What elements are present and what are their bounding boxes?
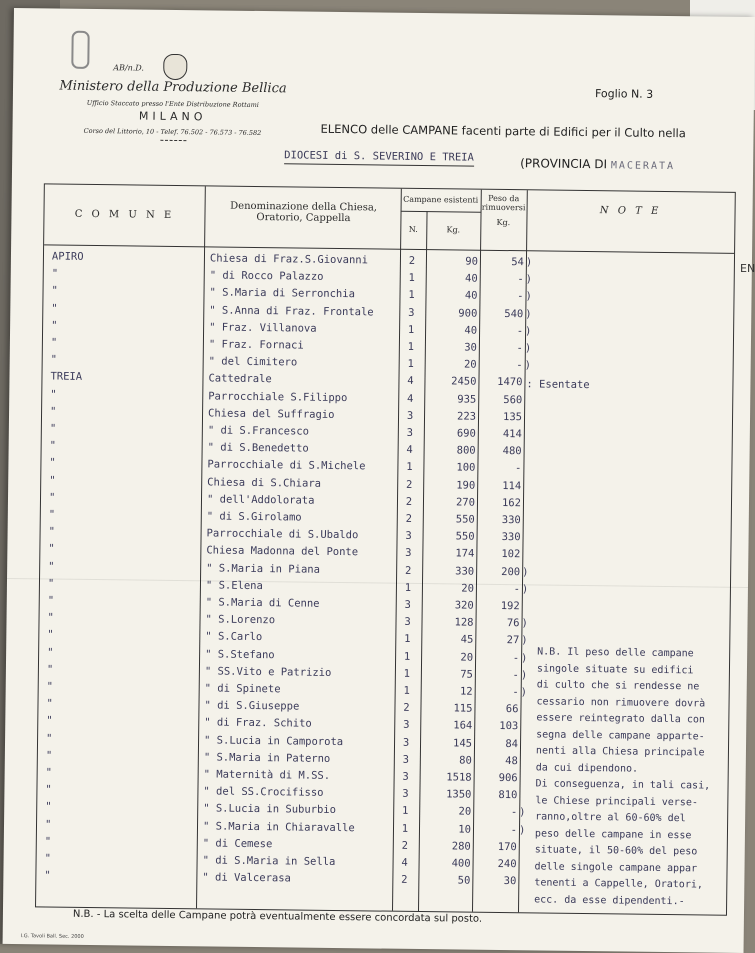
document-title: ELENCO delle CAMPANE facenti parte di Edifici per il Culto nella xyxy=(320,121,686,141)
cell-comune: " xyxy=(51,267,59,280)
cell-peso: - xyxy=(512,651,520,664)
cell-comune: " xyxy=(44,869,51,882)
header-note: N O T E xyxy=(599,205,662,217)
cell-kg: 550 xyxy=(455,513,475,526)
cell-peso: 200 xyxy=(501,565,521,578)
cell-chiesa: " di S.Maria in Sella xyxy=(202,854,336,868)
cell-brace: ) xyxy=(521,634,528,647)
cell-comune: " xyxy=(46,663,54,676)
cell-number: 1 xyxy=(407,358,414,371)
cell-kg: 12 xyxy=(459,685,473,698)
cell-brace: ) xyxy=(525,307,532,320)
cell-peso: 84 xyxy=(505,737,519,750)
cell-number: 1 xyxy=(408,289,415,302)
cell-number: 1 xyxy=(404,581,412,594)
cell-brace: ) xyxy=(522,565,529,578)
cell-chiesa: " SS.Vito e Patrizio xyxy=(204,665,332,679)
note-line: di culto che si rendesse ne xyxy=(536,679,700,693)
cell-comune: " xyxy=(47,577,55,590)
note-line: le Chiese principali verse- xyxy=(535,794,698,808)
cell-chiesa: " di S.Girolamo xyxy=(206,510,302,524)
cell-peso: - xyxy=(517,273,524,286)
cell-kg: 40 xyxy=(464,289,478,303)
cell-kg: 330 xyxy=(455,565,475,578)
cell-comune: " xyxy=(44,852,52,865)
cell-comune: " xyxy=(47,628,54,641)
letterhead-ministry: Ministero della Produzione Bellica xyxy=(59,78,287,97)
note-line: situate, il 50-60% del peso xyxy=(534,844,698,858)
cell-kg: 145 xyxy=(453,737,473,750)
cell-kg: 20 xyxy=(463,358,477,371)
cell-kg: 75 xyxy=(460,668,473,681)
cell-comune: APIRO xyxy=(51,250,84,263)
cell-chiesa: " di S.Giuseppe xyxy=(204,699,300,713)
note-line: tenenti a Cappelle, Oratori, xyxy=(534,877,703,891)
cell-comune: " xyxy=(47,646,54,659)
cell-chiesa: " S.Maria di Serronchia xyxy=(209,286,356,301)
cell-peso: - xyxy=(510,823,518,836)
cell-comune: " xyxy=(48,491,56,504)
cell-peso: 76 xyxy=(506,617,520,630)
cell-chiesa: " Fraz. Villanova xyxy=(209,321,317,335)
cell-comune: " xyxy=(51,284,58,297)
cell-brace: ) xyxy=(520,669,528,682)
cell-comune: " xyxy=(46,714,53,727)
cell-chiesa: " S.Maria di Cenne xyxy=(205,596,320,610)
cell-comune: " xyxy=(46,697,53,710)
cell-chiesa: " S.Maria in Paterno xyxy=(203,751,331,765)
emblem-icon xyxy=(163,54,187,80)
cell-chiesa: Cattedrale xyxy=(208,372,272,386)
cell-brace: ) xyxy=(521,617,528,630)
cell-comune: " xyxy=(46,732,53,745)
cell-chiesa: " di Cemese xyxy=(202,837,273,851)
note-line: da cui dipendono. xyxy=(535,761,639,775)
header-subdivider xyxy=(401,211,481,213)
cell-kg: 800 xyxy=(456,444,476,457)
cell-comune: " xyxy=(45,749,53,762)
cell-chiesa: Chiesa di S.Chiara xyxy=(207,475,322,490)
cell-chiesa: " S.Elena xyxy=(205,579,263,592)
cell-comune: " xyxy=(51,302,58,315)
note-line: nenti alla Chiesa principale xyxy=(535,745,705,759)
cell-brace: ) xyxy=(520,686,528,699)
note-line: segna delle campane apparte- xyxy=(536,728,705,742)
cell-chiesa: Parrocchiale di S.Michele xyxy=(207,458,366,473)
cell-number: 3 xyxy=(405,547,412,560)
cell-number: 1 xyxy=(403,650,411,663)
letterhead-subtitle: Ufficio Staccato presso l'Ente Distribuzione Rottami xyxy=(86,98,259,109)
cell-number: 3 xyxy=(402,770,409,783)
cell-kg: 190 xyxy=(456,479,476,492)
cell-kg: 90 xyxy=(465,255,479,268)
note-nb-block xyxy=(534,644,727,910)
cell-number: 3 xyxy=(402,787,409,801)
cell-chiesa: " di S.Benedetto xyxy=(207,441,309,455)
cell-number: 2 xyxy=(401,873,408,887)
cell-peso: - xyxy=(516,342,523,355)
cell-chiesa: " del Cimitero xyxy=(208,355,298,369)
header-chiesa: Denominazione della Chiesa, Oratorio, Cappella xyxy=(230,200,378,225)
cell-number: 2 xyxy=(405,495,413,508)
cell-kg: 100 xyxy=(456,461,476,475)
cell-chiesa: " S.Maria in Piana xyxy=(206,561,321,576)
cell-comune: " xyxy=(44,835,52,848)
cell-brace: ) xyxy=(521,651,528,664)
cell-number: 4 xyxy=(406,444,413,457)
footnote: N.B. - La scelta delle Campane potrà eventualmente essere concordata sul posto. xyxy=(72,908,483,925)
header-n: N. xyxy=(408,224,418,234)
cell-number: 3 xyxy=(408,306,415,319)
cell-kg: 1350 xyxy=(446,788,472,801)
note-line: singole situate su edifici xyxy=(536,662,694,676)
note-line: cessario non rimuovere dovrà xyxy=(536,695,706,709)
cell-peso: 540 xyxy=(504,307,524,320)
cell-comune: " xyxy=(48,508,56,521)
cell-comune: " xyxy=(51,319,58,332)
cell-chiesa: Chiesa di Fraz.S.Giovanni xyxy=(209,252,369,267)
cell-kg: 280 xyxy=(451,840,471,853)
cell-chiesa: " S.Lorenzo xyxy=(205,613,276,627)
cell-peso: - xyxy=(510,806,518,819)
cell-chiesa: " S.Carlo xyxy=(205,630,263,644)
cell-peso: 330 xyxy=(501,531,521,544)
cell-peso: 240 xyxy=(497,857,517,871)
sheet-number: Foglio N. 3 xyxy=(594,87,654,101)
cell-chiesa: " di S.Francesco xyxy=(207,424,310,438)
header-kg: Kg. xyxy=(446,225,461,235)
cell-kg: 164 xyxy=(453,719,473,733)
cell-peso: 810 xyxy=(498,789,518,802)
header-peso-kg: Kg. xyxy=(496,217,511,228)
cell-brace: ) xyxy=(525,256,533,269)
cell-kg: 20 xyxy=(458,805,472,819)
cell-chiesa: Parrocchiale S.Filippo xyxy=(208,389,348,404)
cell-peso: - xyxy=(515,462,522,475)
cell-peso: 192 xyxy=(500,599,520,613)
document-sheet xyxy=(3,8,755,953)
cell-kg: 20 xyxy=(460,651,474,664)
header-peso: Peso da rimuoversi xyxy=(481,193,526,213)
cell-brace: ) xyxy=(521,583,529,596)
cell-number: 3 xyxy=(402,736,410,749)
cell-kg: 80 xyxy=(459,754,472,767)
cell-peso: 54 xyxy=(511,256,525,269)
cell-kg: 935 xyxy=(457,393,477,406)
cell-peso: 1470 xyxy=(497,376,523,389)
cell-number: 1 xyxy=(403,667,411,680)
cell-chiesa: " di Spinete xyxy=(204,682,281,696)
letterhead-address: Corso del Littorio, 10 - Telef. 76.502 - 76.573 - 76.582 xyxy=(83,126,262,138)
cell-peso: 135 xyxy=(503,410,523,424)
cell-number: 1 xyxy=(404,633,411,646)
cell-chiesa: " dell'Addolorata xyxy=(206,493,315,507)
cell-number: 2 xyxy=(403,701,410,715)
cell-comune: " xyxy=(47,611,54,624)
cell-peso: - xyxy=(516,359,523,372)
cell-comune: " xyxy=(49,474,56,487)
cell-kg: 1518 xyxy=(446,771,472,784)
cell-comune: " xyxy=(48,525,56,538)
cell-peso: 102 xyxy=(501,548,521,561)
cell-peso: - xyxy=(516,324,524,338)
province-label: (PROVINCIA DI xyxy=(520,156,608,172)
letterhead-code: AB/n.D. xyxy=(113,63,145,73)
cell-number: 4 xyxy=(407,392,414,405)
province-line xyxy=(520,156,675,172)
cell-comune: " xyxy=(50,388,57,401)
cell-brace: ) xyxy=(524,342,532,355)
cell-comune: " xyxy=(45,766,53,779)
cell-peso: - xyxy=(517,290,524,303)
edge-mark: EN xyxy=(740,262,755,275)
bells-table xyxy=(35,183,736,915)
cell-peso: 103 xyxy=(499,720,519,733)
cell-comune: " xyxy=(45,783,52,796)
cell-peso: 414 xyxy=(502,428,522,441)
cell-comune: TREIA xyxy=(50,370,83,384)
cell-peso: 48 xyxy=(505,754,518,768)
cell-peso: 30 xyxy=(503,875,517,888)
cell-comune: " xyxy=(45,800,52,813)
cell-kg: 900 xyxy=(458,307,478,320)
cell-kg: 20 xyxy=(461,582,475,595)
cell-comune: " xyxy=(50,405,57,418)
paperclip-icon xyxy=(71,31,89,69)
cell-kg: 550 xyxy=(455,530,475,543)
cell-peso: 114 xyxy=(502,479,522,492)
cell-number: 2 xyxy=(405,478,413,491)
cell-chiesa: " Maternità di M.SS. xyxy=(203,768,331,782)
letterhead-city: MILANO xyxy=(138,109,207,124)
cell-chiesa: " di Valcerasa xyxy=(202,871,291,885)
cell-brace: ) xyxy=(518,823,526,836)
cell-kg: 40 xyxy=(464,272,478,285)
cell-comune: " xyxy=(50,336,58,349)
cell-peso: - xyxy=(512,686,519,699)
cell-chiesa: Chiesa del Suffragio xyxy=(207,407,335,421)
cell-number: 3 xyxy=(404,598,411,611)
cell-kg: 400 xyxy=(451,857,471,870)
cell-number: 1 xyxy=(401,805,409,818)
cell-kg: 174 xyxy=(455,547,475,561)
cell-chiesa: Chiesa Madonna del Ponte xyxy=(206,544,359,559)
cell-number: 3 xyxy=(405,530,412,543)
cell-comune: " xyxy=(49,456,56,469)
cell-number: 1 xyxy=(407,323,415,336)
cell-kg: 45 xyxy=(460,633,474,647)
cell-kg: 320 xyxy=(454,599,474,612)
cell-comune: " xyxy=(48,560,55,573)
note-line: ranno,oltre al 60-60% del xyxy=(535,811,686,825)
cell-number: 2 xyxy=(405,512,413,525)
cell-comune: " xyxy=(49,422,57,435)
cell-peso: - xyxy=(513,582,521,596)
province-typed: MACERATA xyxy=(610,160,676,173)
cell-number: 4 xyxy=(401,856,408,869)
cell-number: 3 xyxy=(403,719,410,732)
cell-chiesa: " di Fraz. Schito xyxy=(204,716,312,731)
cell-brace: ) xyxy=(525,290,532,303)
cell-chiesa: " S.Stefano xyxy=(205,647,275,661)
note-line: Di conseguenza, in tali casi, xyxy=(535,778,711,792)
cell-peso: 66 xyxy=(505,703,519,716)
cell-comune: " xyxy=(44,818,52,831)
cell-peso: 480 xyxy=(502,445,522,458)
cell-chiesa: " Fraz. Fornaci xyxy=(208,338,304,352)
cell-peso: 170 xyxy=(497,840,517,854)
letterhead-rule xyxy=(160,140,186,141)
note-line: peso delle campane in esse xyxy=(534,827,692,841)
cell-number: 2 xyxy=(401,839,409,852)
cell-brace: ) xyxy=(525,273,533,286)
cell-number: 4 xyxy=(407,375,414,388)
cell-kg: 128 xyxy=(454,616,474,629)
cell-chiesa: Parrocchiale di S.Ubaldo xyxy=(206,527,359,542)
cell-peso: 330 xyxy=(501,513,521,527)
cell-kg: 115 xyxy=(453,702,473,715)
printer-mark: I.G. Tavoli Ball. Sec. 2000 xyxy=(20,933,84,940)
cell-kg: 10 xyxy=(458,823,472,836)
cell-number: 1 xyxy=(407,340,415,353)
cell-chiesa: " S.Anna di Fraz. Frontale xyxy=(209,304,374,319)
cell-comune: " xyxy=(49,439,57,452)
note-line: ecc. da esse dipendenti.- xyxy=(534,893,685,907)
cell-peso: 162 xyxy=(501,496,522,510)
cell-number: 1 xyxy=(403,684,410,697)
cell-chiesa: " di Rocco Palazzo xyxy=(209,269,324,283)
cell-number: 3 xyxy=(406,426,414,439)
note-line: delle singole campane appar xyxy=(534,860,698,874)
cell-comune: " xyxy=(47,594,55,607)
cell-kg: 690 xyxy=(456,427,476,440)
cell-kg: 40 xyxy=(464,324,478,337)
cell-number: 2 xyxy=(408,254,416,267)
cell-brace: ) xyxy=(519,806,526,819)
cell-chiesa: " S.Lucia in Camporota xyxy=(203,733,344,748)
cell-number: 3 xyxy=(406,409,414,422)
cell-kg: 2450 xyxy=(451,375,477,389)
cell-peso: - xyxy=(512,668,519,682)
cell-kg: 270 xyxy=(455,496,476,509)
cell-chiesa: " S.Lucia in Suburbio xyxy=(203,802,337,817)
header-campane-esistenti: Campane esistenti xyxy=(403,194,479,205)
cell-kg: 223 xyxy=(457,410,477,423)
cell-kg: 50 xyxy=(457,874,471,887)
cell-chiesa: " S.Maria in Chiaravalle xyxy=(202,819,355,834)
cell-number: 3 xyxy=(404,616,411,629)
header-comune: C O M U N E xyxy=(74,208,175,221)
cell-peso: 560 xyxy=(503,393,523,406)
cell-brace: ) xyxy=(524,359,532,372)
cell-number: 1 xyxy=(408,272,415,285)
cell-chiesa: " del SS.Crocifisso xyxy=(203,785,324,800)
note-esentate: : Esentate xyxy=(526,378,590,392)
cell-peso: 906 xyxy=(498,771,518,785)
cell-comune: " xyxy=(46,680,54,693)
cell-comune: " xyxy=(48,542,55,555)
cell-kg: 30 xyxy=(464,341,477,354)
cell-number: 2 xyxy=(404,564,412,577)
note-line: essere reintegrato dalla con xyxy=(536,712,705,726)
cell-number: 1 xyxy=(401,822,409,835)
cell-comune: " xyxy=(50,353,58,366)
cell-peso: 27 xyxy=(506,634,520,647)
cell-brace: ) xyxy=(525,325,532,338)
cell-number: 1 xyxy=(406,461,413,474)
note-line: N.B. Il peso delle campane xyxy=(537,646,694,660)
cell-number: 3 xyxy=(402,753,410,766)
diocese-line: DIOCESI di S. SEVERINO E TREIA xyxy=(284,149,474,166)
